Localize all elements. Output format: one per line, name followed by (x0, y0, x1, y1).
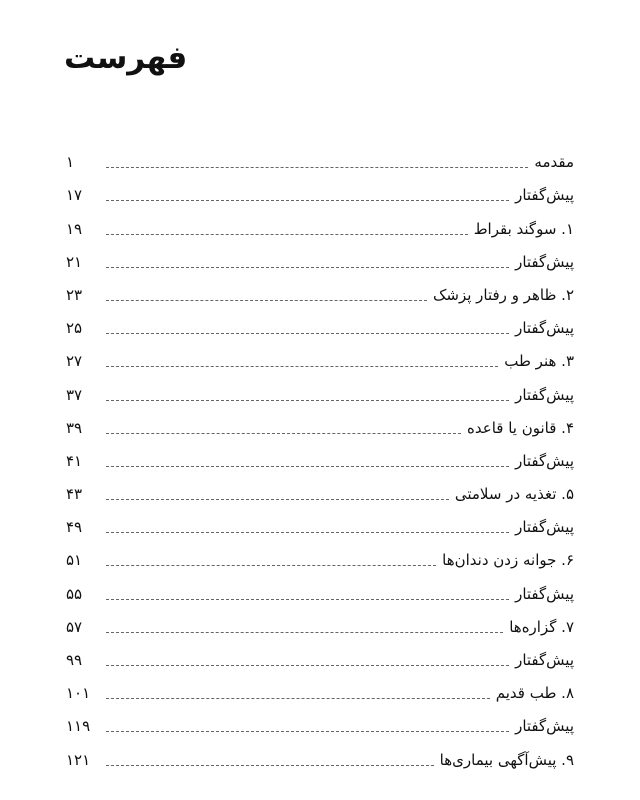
dot-leader (106, 167, 528, 168)
toc-entry-title: ۲. ظاهر و رفتار پزشک (432, 285, 574, 304)
toc-entry-title: پیش‌گفتار (515, 717, 574, 736)
dot-leader (106, 565, 436, 566)
dot-leader (106, 698, 490, 699)
toc-page-number: ۱۰۱ (66, 684, 91, 703)
toc-entry-title: پیش‌گفتار (515, 651, 574, 669)
toc-entry-title: ۳. هنر طب (504, 352, 574, 371)
dot-leader (106, 532, 509, 533)
toc-entry-title: ۵. تغذیه در سلامتی (454, 485, 574, 504)
toc-page-number: ۴۹ (66, 518, 83, 537)
toc-entry-title: پیش‌گفتار (515, 518, 574, 537)
toc-entry[interactable] (66, 736, 574, 769)
toc-page-number: ۵۵ (66, 584, 83, 603)
toc-page-number: ۱۷ (66, 186, 83, 205)
toc-page-number: ۲۱ (66, 252, 83, 271)
toc-page-number: ۲۷ (66, 352, 83, 371)
toc-entry[interactable] (66, 305, 574, 338)
dot-leader (106, 400, 509, 401)
toc-entry[interactable] (66, 338, 574, 371)
toc-entry[interactable] (66, 438, 574, 471)
dot-leader (106, 466, 509, 467)
toc-entry[interactable] (66, 371, 574, 404)
toc-entry-title: مقدمه (534, 153, 574, 172)
toc-page-number: ۳۹ (66, 418, 83, 437)
toc-page-number: ۵۷ (66, 617, 83, 636)
toc-entry-title: پیش‌گفتار (515, 584, 574, 603)
toc-entry[interactable] (66, 604, 574, 637)
toc-entry[interactable] (66, 570, 574, 603)
toc-list (66, 139, 574, 770)
toc-entry[interactable] (66, 537, 574, 570)
toc-page-number: ۴۳ (66, 485, 83, 504)
toc-entry[interactable] (66, 239, 574, 272)
dot-leader (106, 267, 509, 268)
toc-page-number: ۳۷ (66, 385, 83, 404)
toc-entry-title: ۷. گزاره‌ها (509, 617, 574, 636)
toc-page-number: ۱۱۹ (66, 717, 91, 736)
toc-page-number: ۱۲۱ (66, 750, 91, 769)
toc-page-number: ۲۵ (66, 319, 83, 338)
toc-page-number: ۱ (66, 153, 75, 172)
toc-entry-title: ۱. سوگند بقراط (473, 219, 574, 238)
toc-entry[interactable] (66, 670, 574, 703)
dot-leader (106, 300, 427, 301)
toc-entry-title: پیش‌گفتار (515, 252, 574, 271)
toc-entry[interactable] (66, 139, 574, 172)
toc-entry-title: پیش‌گفتار (515, 319, 574, 338)
page-title: فهرست (64, 40, 188, 76)
toc-entry-title: ۶. جوانه زدن دندان‌ها (442, 551, 574, 570)
toc-entry-title: ۸. طب قدیم (495, 684, 574, 703)
dot-leader (106, 433, 461, 434)
dot-leader (106, 632, 503, 633)
dot-leader (106, 731, 509, 732)
toc-entry[interactable] (66, 272, 574, 305)
toc-entry-title: پیش‌گفتار (515, 451, 574, 470)
toc-page-number: ۹۹ (66, 651, 83, 669)
toc-page-number: ۴۱ (66, 451, 83, 470)
dot-leader (106, 234, 468, 235)
dot-leader (106, 499, 449, 500)
toc-entry[interactable] (66, 205, 574, 238)
dot-leader (106, 200, 509, 201)
dot-leader (106, 366, 498, 367)
toc-entry-title: ۹. پیش‌آگهی بیماری‌ها (439, 750, 574, 769)
toc-entry-title: پیش‌گفتار (515, 385, 574, 404)
toc-page-number: ۵۱ (66, 551, 83, 570)
toc-entry[interactable] (66, 504, 574, 537)
toc-page-number: ۱۹ (66, 219, 83, 238)
dot-leader (106, 599, 509, 600)
toc-entry[interactable] (66, 405, 574, 438)
toc-entry[interactable] (66, 471, 574, 504)
dot-leader (106, 333, 509, 334)
toc-entry[interactable] (66, 703, 574, 736)
toc-entry[interactable] (66, 637, 574, 670)
toc-entry-title: ۴. قانون یا قاعده (467, 418, 574, 437)
toc-entry-title: پیش‌گفتار (515, 186, 574, 205)
toc-entry[interactable] (66, 172, 574, 205)
toc-page-number: ۲۳ (66, 285, 83, 304)
dot-leader (106, 765, 434, 766)
dot-leader (106, 665, 509, 666)
